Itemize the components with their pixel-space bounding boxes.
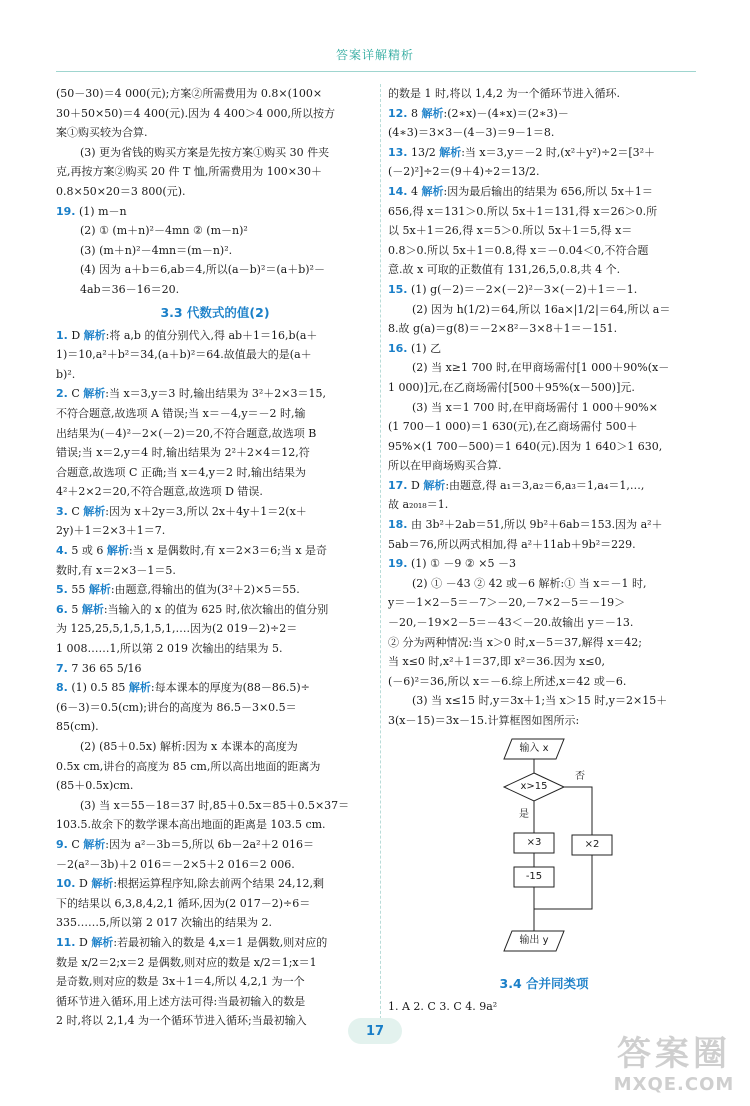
- text-line: (3) 当 x≤15 时,y＝3x＋1;当 x＞15 时,y＝2×15＋: [412, 694, 668, 708]
- watermark-logo: [604, 1034, 744, 1102]
- answer-item: [388, 143, 700, 163]
- text-line: 故 a₂₀₁₈＝1.: [388, 498, 449, 512]
- answer-choice: (1) 0.5 85: [67, 681, 129, 695]
- answer-item: [56, 502, 374, 522]
- text-line: (3) (m＋n)²－4mn＝(m－n)².: [80, 243, 233, 257]
- answer-text: :由题意,得 a₁＝3,a₂＝6,a₃＝1,a₄＝1,…,: [445, 478, 645, 492]
- analysis-tag: 解析: [88, 583, 111, 597]
- answer-choice: C: [67, 837, 84, 851]
- text-line: 1 000)]元,在乙商场需付[500＋95%(x－500)]元.: [388, 380, 635, 394]
- text-line: 2y)＋1＝2×3＋1＝7.: [56, 524, 166, 538]
- answer-item: [388, 280, 700, 300]
- question-number: 17.: [388, 478, 408, 492]
- text-line: 8.故 g(a)＝g(8)＝－2×8²－3×8＋1＝－151.: [388, 322, 618, 336]
- answer-item: [56, 600, 374, 620]
- answer-text: :当 x 是偶数时,有 x＝2×3＝6;当 x 是奇: [128, 544, 328, 558]
- text-line: 当 x≤0 时,x²＋1＝37,即 x²＝36.因为 x≤0,: [388, 655, 606, 669]
- answer-choice: D: [407, 478, 424, 492]
- question-number: 5.: [56, 583, 68, 597]
- text-line: 0.5x cm,讲台的高度为 85 cm,所以高出地面的距离为: [56, 759, 321, 773]
- text-line: 30＋50×50)＝4 400(元).因为 4 400＞4 000,所以按方: [56, 106, 336, 120]
- text-line: (－6)²＝36,所以 x＝－6.综上所述,x＝42 或－6.: [388, 674, 627, 688]
- text-line: ② 分为两种情况:当 x＞0 时,x－5＝37,解得 x＝42;: [388, 635, 642, 649]
- answer-item: [388, 104, 700, 124]
- answer-text: :(2∗x)－(4∗x)＝(2∗3)－: [443, 106, 569, 120]
- text-line: (6－3)＝0.5(cm);讲台的高度为 86.5－3×0.5＝: [56, 700, 297, 714]
- flow-yes-label: 是: [519, 808, 529, 820]
- no-branch-line: [564, 787, 592, 835]
- text-line: 的数是 1 时,将以 1,4,2 为一个循环节进入循环.: [388, 87, 620, 100]
- section-heading: 3.3 代数式的值(2): [160, 304, 270, 320]
- answer-choice: 13/2: [407, 145, 440, 159]
- page-number: 17: [365, 1024, 385, 1039]
- left-column: [56, 84, 374, 1031]
- answer-item: [56, 326, 374, 346]
- text-line: (1 700－1 000)＝1 630(元),在乙商场需付 500＋: [388, 420, 638, 434]
- answer-item: [388, 554, 700, 574]
- answer-text: :由题意,得输出的值为(3²＋2)×5＝55.: [110, 583, 300, 597]
- answer-text: :当 x＝3,y＝3 时,输出结果为 3²＋2×3＝15,: [105, 387, 326, 401]
- answer-item: [56, 384, 374, 404]
- question-number: 16.: [388, 341, 408, 355]
- question-number: 2.: [56, 387, 68, 401]
- text-line: 所以在甲商场购买合算.: [388, 459, 502, 473]
- answer-text: :因为 a²－3b＝5,所以 6b－2a²＋2 016＝: [105, 837, 314, 851]
- text-line: (50－30)＝4 000(元);方案②所需费用为 0.8×(100×: [56, 87, 323, 100]
- question-number: 10.: [56, 877, 76, 891]
- text-line: 循环节进入循环,用上述方法可得:当最初输入的数是: [56, 994, 306, 1008]
- answer-choice: D: [75, 877, 92, 891]
- text-line: 656,得 x＝131＞0.所以 5x＋1＝131,得 x＝26＞0.所: [388, 204, 658, 218]
- text-line: (3) 当 x＝55－18＝37 时,85＋0.5x＝85＋0.5×37＝: [80, 798, 350, 812]
- analysis-tag: 解析: [83, 387, 106, 401]
- answer-item: [388, 515, 700, 535]
- flow-minus15: -15: [525, 870, 543, 882]
- flow-no-label: 否: [575, 770, 585, 782]
- text-line: 出结果为(－4)²－2×(－2)＝20,不符合题意,故选项 B: [56, 426, 317, 440]
- text-line: 1 008……1,所以第 2 019 次输出的结果为 5.: [56, 642, 283, 656]
- answer-choice: D: [67, 328, 84, 342]
- text-line: 数时,有 x＝2×3－1＝5.: [56, 563, 176, 577]
- question-number: 6.: [56, 602, 68, 616]
- analysis-tag: 解析: [439, 145, 462, 159]
- answer-text: :若最初输入的数是 4,x＝1 是偶数,则对应的: [113, 935, 328, 949]
- text-line: 335……5,所以第 2 017 次输出的结果为 2.: [56, 916, 272, 930]
- answer-item: [388, 182, 700, 202]
- analysis-tag: 解析: [423, 478, 446, 492]
- text-line: 以 5x＋1＝26,得 x＝5＞0.所以 5x＋1＝5,得 x＝: [388, 224, 633, 238]
- question-number: 13.: [388, 145, 408, 159]
- answer-choice: (1) 乙: [407, 341, 442, 355]
- answer-choice: 5: [67, 602, 82, 616]
- flow-condition: x>15: [520, 780, 548, 792]
- question-number: 8.: [56, 681, 68, 695]
- analysis-tag: 解析: [106, 544, 129, 558]
- question-number: 11.: [56, 935, 76, 949]
- text-line: 0.8×50×20＝3 800(元).: [56, 184, 186, 198]
- text-line: 数是 x/2＝2;x＝2 是偶数,则对应的数是 x/2＝1;x＝1: [56, 955, 317, 969]
- text-line: (4) 因为 a＋b＝6,ab＝4,所以(a－b)²＝(a＋b)²－: [80, 263, 325, 277]
- answer-text: :将 a,b 的值分别代入,得 ab＋1＝16,b(a＋: [105, 328, 318, 342]
- answer-item: [56, 202, 374, 222]
- text-line: 是奇数,则对应的数是 3x＋1＝4,所以 4,2,1 为一个: [56, 975, 305, 989]
- text-line: 错误;当 x＝2,y＝4 时,输出结果为 2²＋2×4＝12,符: [56, 446, 310, 460]
- text-line: 下的结果以 6,3,8,4,2,1 循环,因为(2 017－2)÷6＝: [56, 896, 311, 910]
- text-line: 4²＋2×2＝20,不符合题意,故选项 D 错误.: [56, 485, 263, 499]
- analysis-tag: 解析: [421, 106, 444, 120]
- text-line: (3) 更为省钱的购买方案是先按方案①购买 30 件夹: [80, 145, 330, 159]
- answer-item: [56, 874, 374, 894]
- text-line: (2) (85＋0.5x) 解析:因为 x 本课本的高度为: [80, 740, 298, 753]
- right-column: [388, 84, 700, 1016]
- text-line: 85(cm).: [56, 720, 99, 734]
- text-line: (85＋0.5x)cm.: [56, 779, 134, 793]
- page-header-title: 答案详解精析: [335, 48, 414, 62]
- answer-item: [56, 835, 374, 855]
- header-divider: [56, 71, 696, 72]
- analysis-tag: 解析: [91, 877, 114, 891]
- answer-text: :因为最后输出的结果为 656,所以 5x＋1＝: [443, 184, 653, 198]
- text-line: 103.5.故余下的数学课本高出地面的距离是 103.5 cm.: [56, 818, 326, 832]
- text-line: 0.8＞0.所以 5x＋1＝0.8,得 x＝－0.04＜0,不符合题: [388, 243, 649, 257]
- flow-mul2: ×2: [584, 838, 600, 850]
- text-line: 1)＝10,a²＋b²＝34,(a＋b)²＝64.故值最大的是(a＋: [56, 348, 312, 362]
- text-line: (－2)²]÷2＝(9＋4)÷2＝13/2.: [388, 165, 540, 179]
- text-line: 5ab＝76,所以两式相加,得 a²＋11ab＋9b²＝229.: [388, 537, 636, 551]
- analysis-tag: 解析: [91, 935, 114, 949]
- question-number: 7.: [56, 661, 68, 675]
- text-line: (2) 当 x≥1 700 时,在甲商场需付[1 000＋90%(x－: [412, 361, 670, 375]
- answer-choice: 7 36 65 5/16: [67, 661, 142, 675]
- answer-text: :每本课本的厚度为(88－86.5)÷: [150, 681, 310, 695]
- answer-text: :当 x＝3,y＝－2 时,(x²＋y²)÷2＝[3²＋: [461, 145, 656, 159]
- text-line: (2) 因为 h(1/2)＝64,所以 16a×|1/2|＝64,所以 a＝: [412, 302, 671, 316]
- question-number: 9.: [56, 837, 68, 851]
- answer-item: [56, 678, 374, 698]
- answer-item: [388, 476, 700, 496]
- answer-choice: 5 或 6: [67, 544, 107, 558]
- text-line: (3) 当 x＝1 700 时,在甲商场需付 1 000＋90%×: [412, 400, 658, 414]
- text-line: 合题意,故选项 C 正确;当 x＝4,y＝2 时,输出结果为: [56, 465, 307, 479]
- answer-item: [56, 659, 374, 679]
- answer-choice: C: [67, 387, 84, 401]
- flow-input: 输入 x: [519, 742, 549, 754]
- text-line: 95%×(1 700－500)＝1 640(元).因为 1 640＞1 630,: [388, 439, 663, 453]
- answer-item: [56, 933, 374, 953]
- text-line: y＝－1×2－5＝－7＞－20,－7×2－5＝－19＞: [388, 596, 626, 610]
- answer-choice: C: [67, 504, 84, 518]
- text-line: (2) ① (m＋n)²－4mn ② (m－n)²: [80, 224, 248, 238]
- answer-item: [56, 580, 374, 600]
- text-line: 意.故 x 可取的正数值有 131,26,5,0.8,共 4 个.: [388, 263, 621, 277]
- section-heading: 3.4 合并同类项: [499, 975, 589, 991]
- text-line: b)².: [56, 367, 76, 381]
- watermark-main: 答案圈: [617, 1034, 731, 1074]
- flowchart: [388, 737, 700, 971]
- answer-choice: (1) g(－2)＝－2×(－2)²－3×(－2)＋1＝－1.: [407, 282, 638, 296]
- answer-choice: 4: [407, 184, 422, 198]
- text-line: 不符合题意,故选项 A 错误;当 x＝－4,y＝－2 时,输: [56, 406, 306, 420]
- analysis-tag: 解析: [421, 184, 444, 198]
- question-number: 19.: [56, 204, 76, 218]
- answer-text: :因为 x＋2y＝3,所以 2x＋4y＋1＝2(x＋: [105, 504, 307, 518]
- text-line: 2 时,将以 2,1,4 为一个循环节进入循环;当最初输入: [56, 1014, 307, 1028]
- analysis-tag: 解析: [83, 837, 106, 851]
- text-line: 为 125,25,5,1,5,1,5,1,….因为(2 019－2)÷2＝: [56, 622, 298, 636]
- text-line: －2(a²－3b)＋2 016＝－2×5＋2 016＝2 006.: [56, 857, 295, 871]
- answer-text: :根据运算程序知,除去前两个结果 24,12,剩: [113, 877, 324, 891]
- text-line: －20,－19×2－5＝－43＜－20.故输出 y＝－13.: [388, 616, 634, 630]
- analysis-tag: 解析: [83, 504, 106, 518]
- answer-choice: D: [75, 935, 92, 949]
- analysis-tag: 解析: [81, 602, 104, 616]
- text-line: (4∗3)＝3×3－(4－3)＝9－1＝8.: [388, 126, 555, 140]
- question-number: 12.: [388, 106, 408, 120]
- answer-line: 1. A 2. C 3. C 4. 9a²: [388, 999, 498, 1013]
- answer-choice: 8: [407, 106, 422, 120]
- question-number: 15.: [388, 282, 408, 296]
- question-number: 14.: [388, 184, 408, 198]
- question-number: 18.: [388, 518, 408, 532]
- text-line: 3(x－15)＝3x－15.计算框图如图所示:: [388, 714, 580, 727]
- flow-output: 输出 y: [519, 934, 549, 946]
- analysis-tag: 解析: [128, 681, 151, 695]
- answer-item: [388, 339, 700, 359]
- column-divider: [380, 84, 381, 1039]
- answer-choice: (1) ① －9 ② ×5 －3: [407, 557, 516, 571]
- text-line: (2) ① －43 ② 42 或－6 解析:① 当 x＝－1 时,: [412, 576, 647, 590]
- analysis-tag: 解析: [83, 328, 106, 342]
- question-number: 3.: [56, 504, 68, 518]
- answer-choice: 55: [67, 583, 89, 597]
- answer-text: (1) m－n: [75, 204, 127, 218]
- question-number: 1.: [56, 328, 68, 342]
- text-line: 案①购买较为合算.: [56, 126, 148, 140]
- answer-text: :当输入的 x 的值为 625 时,依次输出的值分别: [103, 602, 329, 616]
- question-number: 19.: [388, 557, 408, 571]
- watermark-sub: MXQE.COM: [613, 1074, 735, 1095]
- answer-item: [56, 541, 374, 561]
- flow-mul3: ×3: [526, 836, 542, 848]
- answer-text: 由 3b²＋2ab＝51,所以 9b²＋6ab＝153.因为 a²＋: [411, 518, 663, 532]
- question-number: 4.: [56, 544, 68, 558]
- text-line: 克,再按方案②购买 20 件 T 恤,所需费用为 100×30＋: [56, 165, 323, 179]
- text-line: 4ab＝36－16＝20.: [80, 282, 180, 296]
